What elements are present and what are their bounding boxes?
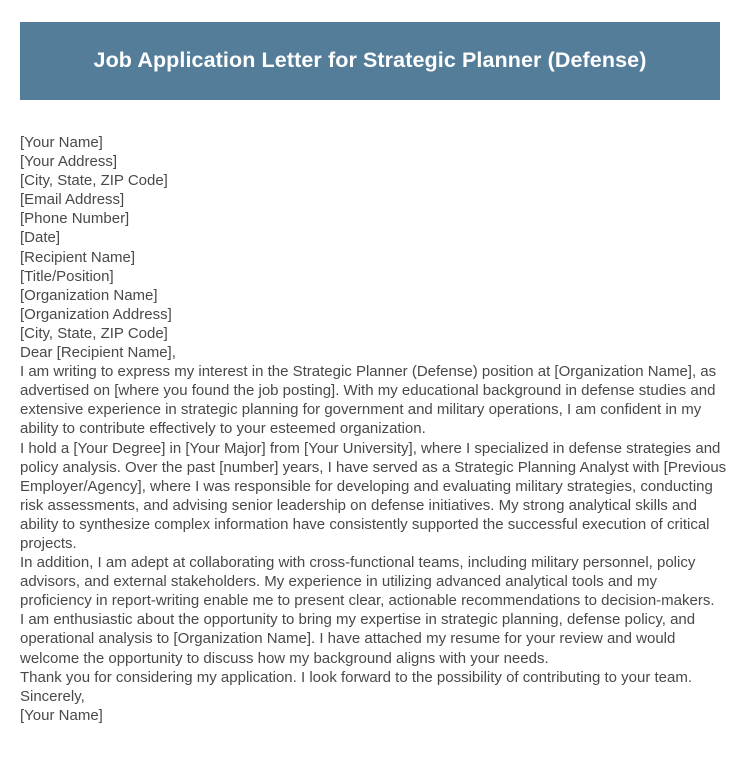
signature-name: [Your Name]	[20, 706, 103, 724]
sender-line: [Date]	[20, 229, 61, 247]
page-title: Job Application Letter for Strategic Planner (Defense)	[93, 48, 647, 73]
recipient-line: [Recipient Name]	[20, 248, 136, 266]
document-header-banner	[20, 22, 720, 100]
sender-line: [Your Name]	[20, 134, 103, 151]
sender-line: [Phone Number]	[20, 210, 130, 228]
recipient-address-block	[20, 248, 732, 343]
letter-paragraph: Thank you for considering my application. I look forward to the possibility of contributing to your team.	[20, 668, 693, 686]
letter-paragraph: In addition, I am adept at collaborating with cross-functional teams, including military personnel, policy advisors, and external stakeholders. My experience in utilizing advanced analytical tools and my proficiency in report-writing enable me to present clear, actionable recommendations to decision-makers.	[20, 554, 715, 610]
recipient-line: [Organization Name]	[20, 286, 158, 304]
letter-paragraph: I am writing to express my interest in the Strategic Planner (Defense) position at [Organization Name], as advertised on [where you found the job posting]. With my educational background in defense studies and extensive experience in strategic planning for government and military operations, I am confident in my ability to contribute effectively to your esteemed organization.	[20, 363, 717, 438]
letter-body	[20, 133, 732, 725]
recipient-line: [Organization Address]	[20, 305, 172, 323]
letter-paragraph: I am enthusiastic about the opportunity to bring my expertise in strategic planning, defense policy, and operational analysis to [Organization Name]. I have attached my resume for your review and would welcome the opportunity to discuss how my background aligns with your needs.	[20, 611, 696, 667]
sender-line: [City, State, ZIP Code]	[20, 172, 168, 190]
sender-address-block	[20, 133, 732, 248]
salutation: Dear [Recipient Name],	[20, 344, 176, 362]
sender-line: [Email Address]	[20, 191, 125, 209]
recipient-line: [City, State, ZIP Code]	[20, 324, 168, 342]
closing: Sincerely,	[20, 687, 85, 705]
letter-paragraph: I hold a [Your Degree] in [Your Major] from [Your University], where I specialized in defense strategies and policy analysis. Over the past [number] years, I have served as a Strategic Planning Analyst with [Previous Employer/Agency], where I was responsible for developing and evaluating military strategies, conducting risk assessments, and advising senior leadership on defense initiatives. My strong analytical skills and ability to synthesize complex information have consistently supported the successful execution of critical projects.	[20, 439, 727, 552]
sender-line: [Your Address]	[20, 153, 118, 171]
recipient-line: [Title/Position]	[20, 267, 114, 285]
